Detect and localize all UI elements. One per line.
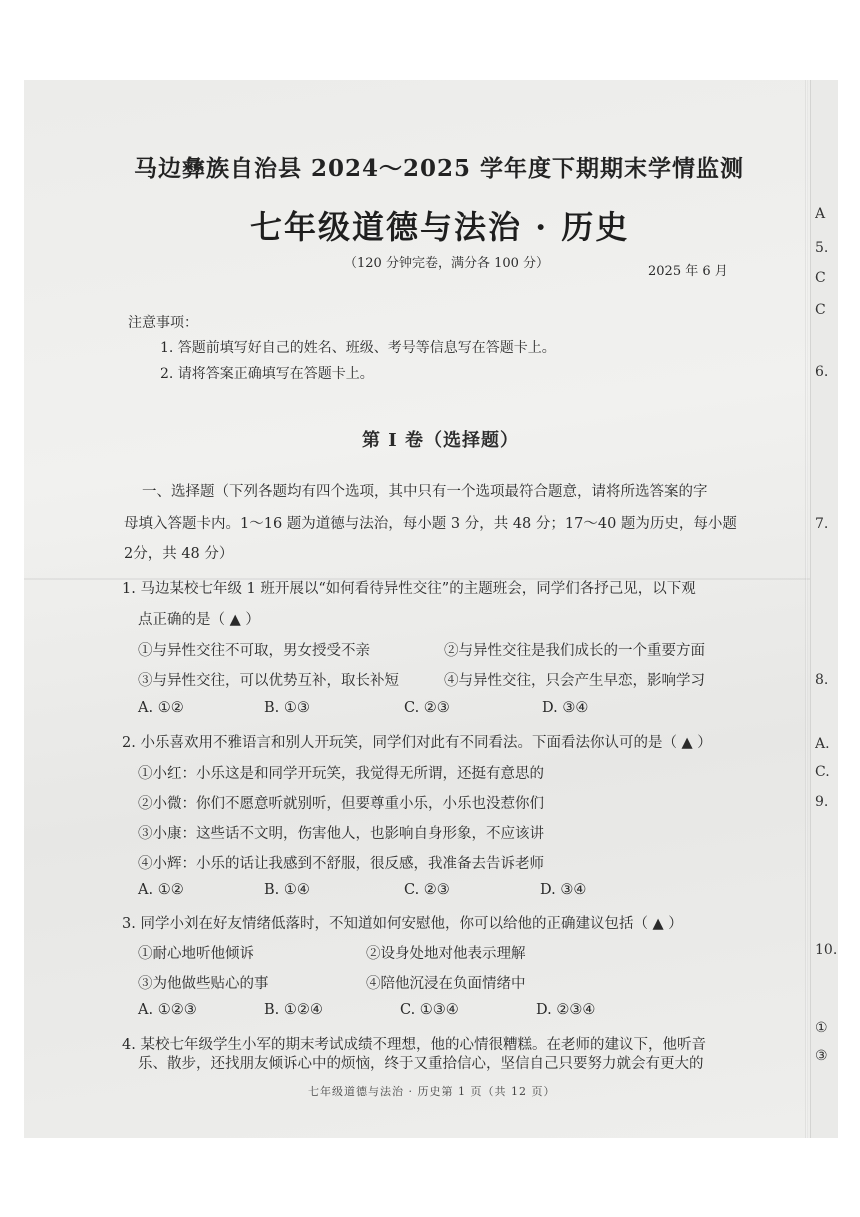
question-4-stem: 乐、散步，还找朋友倾诉心中的烦恼，终于又重拾信心，坚信自己只要努力就会有更大的: [138, 1056, 704, 1072]
question-1-stem: 1. 马边某校七年级 1 班开展以“如何看待异性交往”的主题班会，同学们各抒己见，以下观: [122, 581, 696, 597]
question-1-statement: ②与异性交往是我们成长的一个重要方面: [444, 643, 705, 659]
question-2-statement: ②小微：你们不愿意听就别听，但要尊重小乐，小乐也没惹你们: [138, 796, 544, 812]
question-2-statement: ①小红：小乐这是和同学开玩笑，我觉得无所谓，还挺有意思的: [138, 766, 544, 782]
next-page-fragment: 8.: [815, 672, 829, 688]
next-page-fragment: A: [815, 206, 826, 222]
question-1-statement: ③与异性交往，可以优势互补，取长补短: [138, 673, 399, 689]
question-3-choice-b: B. ①②④: [264, 1002, 323, 1018]
section-intro-line: 2分，共 48 分）: [124, 546, 234, 562]
next-page-fragment: ③: [815, 1048, 828, 1064]
question-2-choice-b: B. ①④: [264, 882, 310, 898]
question-4-stem: 4. 某校七年级学生小军的期末考试成绩不理想，他的心情很糟糕。在老师的建议下，他听音: [122, 1037, 706, 1053]
exam-title: 马边彝族自治县 2024～2025 学年度下期期末学情监测: [134, 155, 745, 182]
question-3-choice-a: A. ①②③: [138, 1002, 197, 1018]
next-page-fragment: 7.: [815, 516, 829, 532]
question-1-stem: 点正确的是（ ▲ ）: [138, 612, 260, 628]
question-2-choice-a: A. ①②: [138, 882, 184, 898]
question-1-statement: ④与异性交往，只会产生早恋，影响学习: [444, 673, 705, 689]
question-3-choice-c: C. ①③④: [400, 1002, 459, 1018]
question-1-choice-d: D. ③④: [542, 700, 589, 716]
question-1-choice-c: C. ②③: [404, 700, 450, 716]
question-2-statement: ③小康：这些话不文明，伤害他人，也影响自身形象，不应该讲: [138, 826, 544, 842]
next-page-fragment: ①: [815, 1020, 828, 1036]
question-3-statement: ④陪他沉浸在负面情绪中: [366, 976, 526, 992]
question-3-statement: ②设身处地对他表示理解: [366, 946, 526, 962]
question-1-choice-b: B. ①③: [264, 700, 310, 716]
next-page-fragment: 6.: [815, 364, 829, 380]
exam-date: 2025 年 6 月: [648, 264, 728, 279]
section-intro-line: 母填入答题卡内。1～16 题为道德与法治，每小题 3 分，共 48 分；17～40 题为历史，每小题: [124, 516, 737, 532]
question-2-statement: ④小辉：小乐的话让我感到不舒服，很反感，我准备去告诉老师: [138, 856, 544, 872]
question-2-stem: 2. 小乐喜欢用不雅语言和别人开玩笑，同学们对此有不同看法。下面看法你认可的是（ ▲ ）: [122, 735, 712, 751]
question-3-stem: 3. 同学小刘在好友情绪低落时，不知道如何安慰他，你可以给他的正确建议包括（ ▲ ）: [122, 916, 683, 932]
next-page-fragment: C: [815, 302, 826, 318]
next-page-fragment: A.: [815, 736, 830, 752]
next-page-fragment: 9.: [815, 794, 829, 810]
page-footer: 七年级道德与法治 · 历史第 1 页（共 12 页）: [308, 1085, 556, 1098]
notice-item: 1. 答题前填写好自己的姓名、班级、考号等信息写在答题卡上。: [160, 340, 556, 356]
subject-title: 七年级道德与法治 · 历史: [250, 208, 630, 246]
question-3-statement: ①耐心地听他倾诉: [138, 946, 254, 962]
next-page-fragment: C.: [815, 764, 830, 780]
notice-heading: 注意事项：: [128, 315, 198, 331]
question-2-choice-c: C. ②③: [404, 882, 450, 898]
question-3-choice-d: D. ②③④: [536, 1002, 596, 1018]
question-3-statement: ③为他做些贴心的事: [138, 976, 269, 992]
section-intro-line: 一、选择题（下列各题均有四个选项，其中只有一个选项最符合题意，请将所选答案的字: [142, 484, 708, 500]
question-2-choice-d: D. ③④: [540, 882, 587, 898]
notice-item: 2. 请将答案正确填写在答题卡上。: [160, 366, 374, 382]
question-1-statement: ①与异性交往不可取，男女授受不亲: [138, 643, 370, 659]
next-page-strip: [810, 80, 838, 1138]
next-page-fragment: 5.: [815, 240, 829, 256]
section-title: 第 I 卷（选择题）: [362, 430, 519, 451]
exam-info: （120 分钟完卷，满分各 100 分）: [344, 256, 550, 271]
next-page-fragment: C: [815, 270, 826, 286]
next-page-fragment: 10.: [815, 942, 838, 958]
exam-sheet: [24, 80, 838, 1138]
paper-fold-vertical: [805, 80, 808, 1138]
question-1-choice-a: A. ①②: [138, 700, 184, 716]
